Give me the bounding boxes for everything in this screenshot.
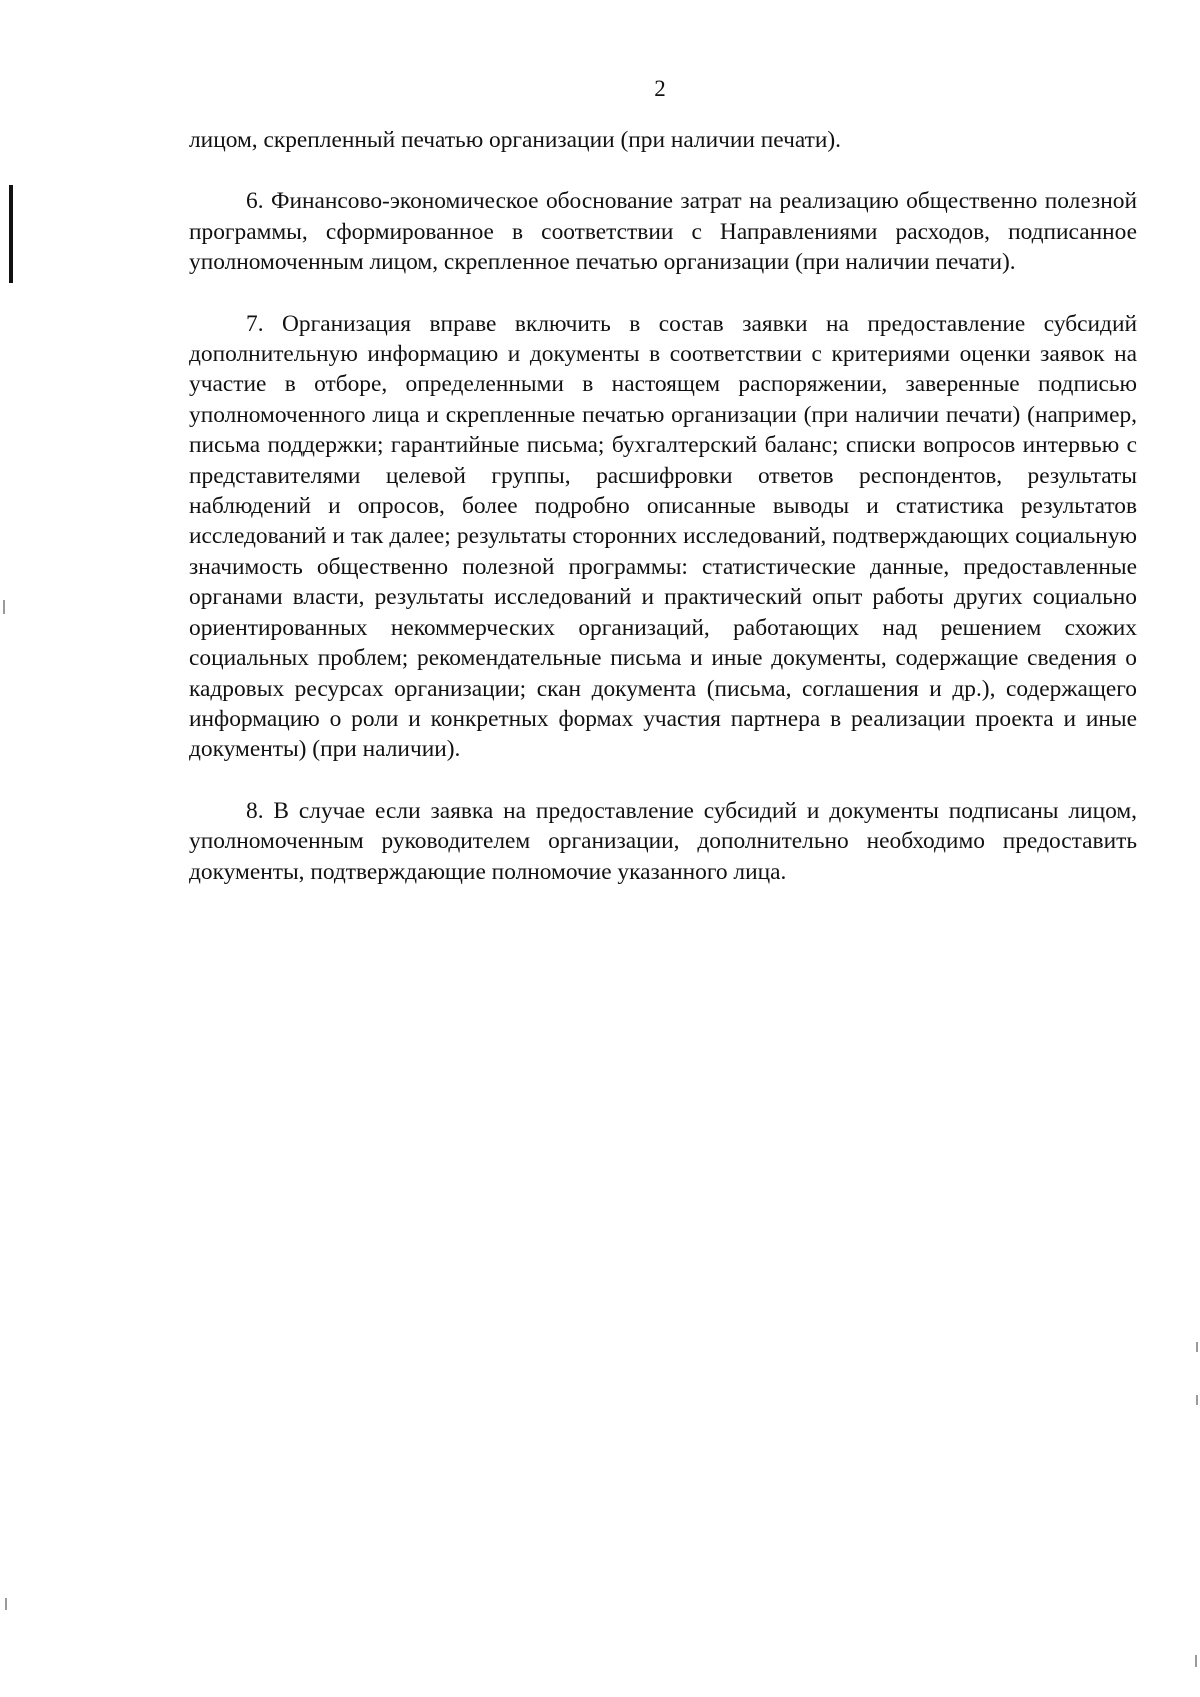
document-body [189,125,1137,887]
paragraph-item-6: 6. Финансово-экономическое обоснование затрат на реализацию общественно полезной программы, сформированное в соответствии с Направлениями расходов, подписанное уполномоченным лицом, скрепленное печатью организации (при наличии печати). [189,188,1137,276]
scan-speck [3,600,5,614]
scan-speck [1195,1655,1197,1667]
scan-speck [1196,1395,1198,1405]
page-number: 2 [654,76,666,101]
paragraph-item-7: 7. Организация вправе включить в состав заявки на предоставление субсидий дополнительную информацию и документы в соответствии с критериями оценки заявок на участие в отборе, определенными в настоящем распоряжении, заверенные подписью уполномоченного лица и скрепленные печатью организации (при наличии печати) (например, письма поддержки; гарантийные письма; бухгалтерский баланс; списки вопросов интервью с представителями целевой группы, расшифровки ответов респондентов, результаты наблюдений и опросов, более подробно описанные выводы и статистика результатов исследований и так далее; результаты сторонних исследований, подтверждающих социальную значимость общественно полезной программы: статистические данные, предоставленные органами власти, результаты исследований и практический опыт работы других социально ориентированных некоммерческих организаций, работающих над решением схожих социальных проблем; рекомендательные письма и иные документы, содержащие сведения о кадровых ресурсах организации; скан документа (письма, соглашения и др.), содержащего информацию о роли и конкретных формах участия партнера в реализации проекта и иные документы) (при наличии). [189,310,1137,763]
scan-speck [5,1598,7,1610]
margin-scan-mark [9,185,13,283]
scan-speck [1196,1342,1198,1352]
paragraph-item-8: 8. В случае если заявка на предоставление субсидий и документы подписаны лицом, уполномоченным руководителем организации, дополнительно необходимо предоставить документы, подтверждающие полномочие указанного лица. [189,797,1137,885]
paragraph-continuation: лицом, скрепленный печатью организации (при наличии печати). [189,127,842,153]
